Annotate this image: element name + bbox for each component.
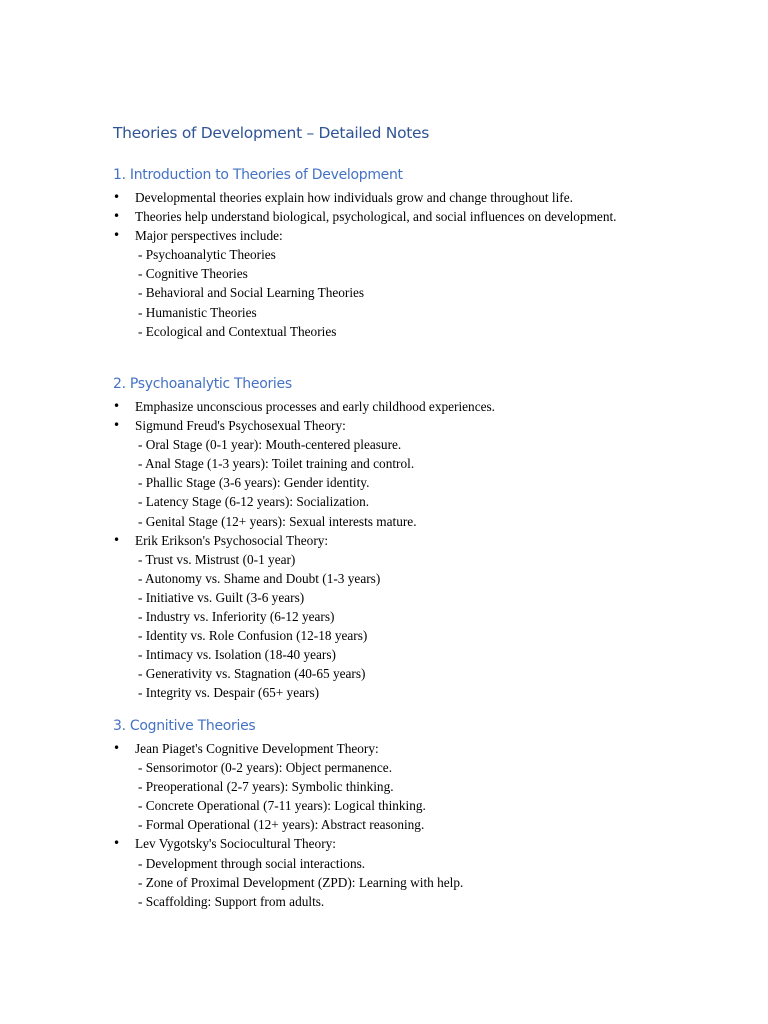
sub-list-item: - Latency Stage (6-12 years): Socialization. (138, 494, 370, 510)
bullet-point-icon: • (113, 190, 121, 204)
sub-list-item: - Zone of Proximal Development (ZPD): Learning with help. (138, 874, 464, 890)
bullet-item (113, 531, 673, 703)
sub-list-item: - Intimacy vs. Isolation (18-40 years) (138, 647, 336, 663)
sub-list-item: - Identity vs. Role Confusion (12-18 years) (138, 628, 368, 644)
bullet-point-icon: • (113, 532, 121, 547)
bullet-item (113, 397, 673, 416)
bullet-list (113, 188, 673, 341)
section-2 (113, 371, 673, 703)
bullet-item (113, 207, 673, 226)
sub-list-item: - Formal Operational (12+ years): Abstract reasoning. (138, 817, 425, 833)
sub-list-item: - Phallic Stage (3-6 years): Gender identity. (138, 475, 370, 491)
bullet-list (113, 397, 673, 703)
sub-list-item: - Generativity vs. Stagnation (40-65 years) (138, 666, 366, 682)
bullet-item (113, 188, 673, 207)
sub-list-item: - Trust vs. Mistrust (0-1 year) (138, 551, 296, 567)
section-heading: 1. Introduction to Theories of Development (113, 167, 403, 183)
sub-list-item: - Preoperational (2-7 years): Symbolic thinking. (138, 779, 394, 795)
section-1 (113, 162, 673, 341)
sub-list (135, 854, 673, 911)
sub-list (135, 550, 673, 703)
sub-list-item: - Oral Stage (0-1 year): Mouth-centered pleasure. (138, 437, 402, 453)
bullet-text: Emphasize unconscious processes and early childhood experiences. (135, 399, 496, 414)
sub-list-item: - Concrete Operational (7-11 years): Logical thinking. (138, 798, 426, 814)
sub-list-item: - Autonomy vs. Shame and Doubt (1-3 years) (138, 570, 381, 586)
sub-list-item: - Anal Stage (1-3 years): Toilet training and control. (138, 456, 415, 472)
section-3 (113, 713, 673, 911)
sub-list-item: - Psychoanalytic Theories (138, 247, 276, 263)
sub-list (135, 435, 673, 530)
sub-list-item: - Industry vs. Inferiority (6-12 years) (138, 609, 335, 625)
bullet-point-icon: • (113, 228, 121, 243)
bullet-text: Theories help understand biological, psychological, and social influences on development. (135, 209, 617, 225)
bullet-text: Sigmund Freud's Psychosexual Theory: (135, 418, 346, 434)
sub-list-item: - Scaffolding: Support from adults. (138, 893, 325, 909)
bullet-text: Jean Piaget's Cognitive Development Theory: (135, 741, 379, 756)
bullet-point-icon: • (113, 209, 121, 224)
sub-list-item: - Cognitive Theories (138, 266, 248, 282)
bullet-item (113, 416, 673, 531)
bullet-item (113, 739, 673, 834)
bullet-list (113, 739, 673, 911)
bullet-text: Major perspectives include: (135, 228, 283, 244)
sub-list-item: - Behavioral and Social Learning Theories (138, 285, 365, 301)
bullet-text: Developmental theories explain how individuals grow and change throughout life. (135, 190, 573, 205)
bullet-point-icon: • (113, 741, 121, 755)
sub-list (135, 758, 673, 834)
sub-list-item: - Genital Stage (12+ years): Sexual interests mature. (138, 513, 417, 529)
sub-list-item: - Humanistic Theories (138, 304, 257, 320)
bullet-item (113, 834, 673, 910)
bullet-point-icon: • (113, 418, 121, 433)
bullet-text: Erik Erikson's Psychosocial Theory: (135, 532, 329, 548)
sub-list-item: - Development through social interactions. (138, 855, 366, 871)
document-title: Theories of Development – Detailed Notes (113, 124, 430, 142)
sub-list-item: - Initiative vs. Guilt (3-6 years) (138, 589, 305, 605)
sub-list-item: - Ecological and Contextual Theories (138, 323, 337, 339)
section-heading: 3. Cognitive Theories (113, 718, 256, 734)
bullet-text: Lev Vygotsky's Sociocultural Theory: (135, 836, 336, 852)
sub-list (135, 245, 673, 340)
bullet-item (113, 226, 673, 341)
section-heading: 2. Psychoanalytic Theories (113, 376, 292, 392)
bullet-point-icon: • (113, 836, 121, 851)
sub-list-item: - Integrity vs. Despair (65+ years) (138, 685, 320, 701)
sub-list-item: - Sensorimotor (0-2 years): Object permanence. (138, 760, 393, 776)
bullet-point-icon: • (113, 399, 121, 413)
